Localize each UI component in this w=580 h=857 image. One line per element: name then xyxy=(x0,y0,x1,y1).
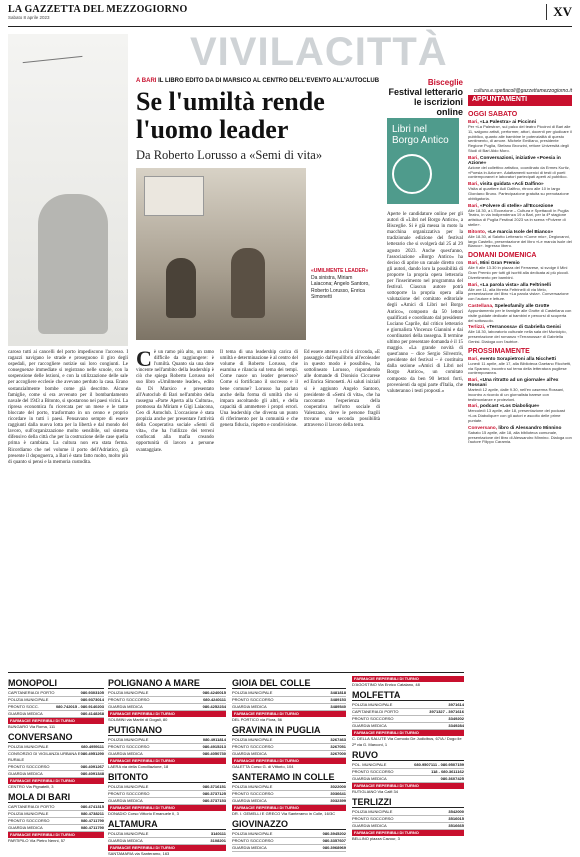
service-name: GUARDIA MEDICA xyxy=(352,723,387,728)
service-name: PRONTO SOCCORSO xyxy=(108,791,150,796)
pharmacy-row xyxy=(8,711,104,718)
kicker-text: IL LIBRO EDITO DA DI MARSICO AL CENTRO DELL'EVENTO ALL'AUTOCLUB xyxy=(158,78,380,84)
service-phone: 3267000 xyxy=(330,751,346,756)
appointment-body: Lunedì 11 aprile, alle 17, alla Biblioteca Gaetano Ricchetti, via Sparano, incontro sul tema della letteratura pugliese contemporanea. xyxy=(468,360,572,376)
service-phone: 3108201 xyxy=(210,838,226,843)
service-phone: 3542000 xyxy=(448,809,464,814)
service-name: PRONTO SOCCORSO xyxy=(232,791,274,796)
service-phone: 080.3607425 xyxy=(440,776,464,781)
service-phone: 3032399 xyxy=(330,798,346,803)
pharmacy-row xyxy=(8,690,104,697)
service-name: POLIZIA MUNICIPALE xyxy=(352,809,393,814)
pharmacy-row xyxy=(8,704,104,711)
festival-logo xyxy=(387,118,459,204)
service-name: PRONTO SOCCORSO xyxy=(232,744,274,749)
service-phone: 080.3737125 xyxy=(202,791,226,796)
service-phone: 3036641 xyxy=(330,791,346,796)
service-phone: 080.9303105 xyxy=(80,690,104,695)
page-header xyxy=(8,4,572,26)
appointment-city: Bari, xyxy=(468,404,480,410)
appointment-title-text: Conversazioni, iniziative «Poesia in Azione» xyxy=(468,155,561,166)
appointment-city: Bari, xyxy=(468,261,480,267)
service-name: PRONTO SOCCORSO xyxy=(352,816,394,821)
article-subhead: Da Roberto Lorusso a «Semi di vita» xyxy=(136,148,323,162)
pharmacy-row xyxy=(352,709,464,716)
on-duty-pharmacy-address: CENTRO Via Pignatelli, 3 xyxy=(8,784,54,789)
pharmacy-city: PUTIGNANO xyxy=(108,725,226,736)
service-phone: 080.4050730 xyxy=(202,751,226,756)
drop-cap: C xyxy=(136,346,152,371)
appointment-title-text: podcast «Los Diabolique» xyxy=(480,404,540,410)
service-name: GUARDIA MEDICA xyxy=(352,776,387,781)
service-name: GUARDIA MEDICA xyxy=(108,838,143,843)
service-phone: 080.4252234 xyxy=(202,704,226,709)
pharmacy-row xyxy=(352,723,464,730)
pharmacy-row xyxy=(232,831,346,838)
service-phone: 080.4738211 xyxy=(80,811,104,816)
appointment-city: Castellana, xyxy=(468,303,495,309)
appointment-city: Bari, xyxy=(468,120,480,125)
pharmacy-row xyxy=(8,771,104,778)
on-duty-pharmacies-label: FARMACIE REPERIBILI DI TURNO xyxy=(232,711,346,717)
article-headline: Se l'umiltà rende l'uomo leader xyxy=(136,87,325,144)
on-duty-pharmacies-label: FARMACIE REPERIBILI DI TURNO xyxy=(352,830,464,836)
article-column-2 xyxy=(136,346,214,668)
pharmacy-row xyxy=(232,737,346,744)
appointment-title-text: Mini Gran Premio xyxy=(480,261,520,267)
appointment-title-text: «Polvere di stelle» all'Eccezione xyxy=(480,203,554,209)
pharmacy-row xyxy=(8,811,104,818)
photo-person xyxy=(166,258,196,318)
service-phone: 080.742015 - 080.9140203 xyxy=(55,704,104,709)
pharmacy-column xyxy=(232,676,346,850)
appointment-city: Conversano, xyxy=(468,425,499,431)
service-name: POLIZIA MUNICIPALE xyxy=(8,811,49,816)
pharmacy-row xyxy=(108,744,226,751)
service-name: POLIZIA MUNICIPALE xyxy=(8,744,49,749)
pharmacy-row xyxy=(8,825,104,832)
pharmacy-column xyxy=(352,676,464,841)
service-name: GUARDIA MEDICA xyxy=(232,845,267,850)
service-phone: 3267463 xyxy=(330,737,346,742)
service-phone: 080.4240015 xyxy=(202,690,226,695)
header-rule xyxy=(8,26,572,27)
pharmacy-row xyxy=(8,697,104,704)
service-phone: 3971327 - 3971616 xyxy=(429,709,464,714)
pharmacy-row xyxy=(232,798,346,805)
service-name: PRONTO SOCCORSO xyxy=(352,769,394,774)
service-phone: 080.4148268 xyxy=(80,711,104,716)
service-phone: 3022000 xyxy=(330,784,346,789)
appointment-body: Visita al quartiere Acli Dalfino, ritrovo alle 10 in largo Giordano Bruno. Partecipazione gratuita su prenotazione obbligatoria. xyxy=(468,186,569,201)
service-name: GUARDIA MEDICA xyxy=(232,704,267,709)
service-phone: 3971614 xyxy=(448,702,464,707)
service-name: POLIZIA MUNICIPALE xyxy=(232,690,273,695)
service-phone: 080.4951290 xyxy=(80,751,104,756)
pharmacy-row xyxy=(232,690,346,697)
service-name: GUARDIA MEDICA xyxy=(108,751,143,756)
appointment-title-text: evento Sorapietroni alla Nicchetti xyxy=(480,356,556,362)
service-name: GUARDIA MEDICA xyxy=(8,711,43,716)
on-duty-pharmacy-address: DEL PORTICO via Flora, 56 xyxy=(232,717,283,722)
on-duty-pharmacy-address: DONADIO Corso Vittorio Emanuele II, 3 xyxy=(108,811,179,816)
on-duty-pharmacy-address: DR. I. GEMELLI E GRECO Via Santeramo in Colle, 16/3C xyxy=(232,811,336,816)
issue-date: Sabato 8 aprile 2023 xyxy=(8,15,50,20)
service-name: PRONTO SOCCORSO xyxy=(8,818,50,823)
service-name: POL. MUNICIPALE xyxy=(352,762,387,767)
archive-photo xyxy=(8,34,128,346)
on-duty-pharmacies-label: FARMACIE REPERIBILI DI TURNO xyxy=(352,730,464,736)
appointment-city: Bari, xyxy=(468,378,480,384)
on-duty-pharmacies-label: FARMACIE REPERIBILI DI TURNO xyxy=(352,783,464,789)
appointment-body: Alle ore 11, alla libreria Feltrinelli di via Melo, presentazione del libro «La parola vista». Conversazione con l'autore e letture. xyxy=(468,286,569,302)
on-duty-pharmacy-address: C. DELLA SALUTE Via Comodo De Judicibus, 67/A / Dogo ile 2ª via G. Marconi, 1 xyxy=(352,736,462,747)
on-duty-pharmacies-label: FARMACIE REPERIBILI DI TURNO xyxy=(352,676,464,682)
service-phone: 3516015 xyxy=(448,816,464,821)
on-duty-pharmacy-address: PARTIPILO Via Pietro Nenni, 57 xyxy=(8,838,66,843)
on-duty-pharmacy-address: LAERA via della Conciliazione, 18 xyxy=(108,764,169,769)
pharmacy-row xyxy=(8,764,104,771)
appointment-title-text: visita guidata «Acli Dalfino» xyxy=(480,182,544,188)
appointment-title-text: libro di Alessandro Minnino xyxy=(498,425,562,431)
service-name: GUARDIA MEDICA xyxy=(108,798,143,803)
pharmacy-city: ALTAMURA xyxy=(108,819,226,830)
on-duty-pharmacies-label: FARMACIE REPERIBILI DI TURNO xyxy=(108,845,226,851)
contact-email[interactable]: cultura.e.spettacoli@gazzettamezzogiorno.it xyxy=(473,88,572,94)
pharmacy-row xyxy=(108,784,226,791)
pharmacy-row xyxy=(352,823,464,830)
caption-text: Da sinistra, Miriam Laiacona; Angelo Santoro, Roberto Lorusso, Enrica Simonetti xyxy=(311,274,370,300)
service-name: PRONTO SOCCORSO xyxy=(108,744,150,749)
pharmacy-row xyxy=(108,697,226,704)
appointment-city: Bari, xyxy=(468,155,480,161)
appointment-city: Terlizzi, xyxy=(468,325,487,331)
service-name: GUARDIA MEDICA xyxy=(8,825,43,830)
appointment-title-text: «La Palestra» ai Piccinni xyxy=(480,120,536,125)
pharmacy-rule xyxy=(8,672,464,673)
pharmacy-city: GIOIA DEL COLLE xyxy=(232,678,346,689)
pharmacy-city: MONOPOLI xyxy=(8,678,104,689)
pharmacy-row xyxy=(108,798,226,805)
article-column-4: Ed essere attento a chi ti circonda, «E passaggio dall'equilibrio all'ecoleader in questo modo è possibile», ha sottolineato Lorusso, rispondendo alle domande di Dionisio Ciccarese ed Enrica Simonetti. Ai saluti iniziali si è aggiunto Angelo Santoro, presidente di «Semi di vita», che ha raccontato l'esperienza della cooperativa nell'orto sociale di Valenzano, dove le persone fragili trovano una seconda possibilità attraverso il lavoro della terra. xyxy=(304,350,380,429)
sidebar-story-header xyxy=(385,78,463,117)
event-photo xyxy=(136,168,306,340)
on-duty-pharmacies-label: FARMACIE REPERIBILI DI TURNO xyxy=(8,778,104,784)
pharmacy-column xyxy=(8,676,104,843)
service-phone: 080.4240111 xyxy=(203,697,226,702)
pharmacy-city: GIOVINAZZO xyxy=(232,819,346,830)
photo-figure xyxy=(38,194,108,334)
pharmacy-row xyxy=(232,704,346,711)
photo-caption xyxy=(311,268,371,301)
pharmacy-row xyxy=(108,791,226,798)
on-duty-pharmacies-label: FARMACIE REPERIBILI DI TURNO xyxy=(8,832,104,838)
article-column-2-text: è un ramo più alto, un ramo difficile da raggiungere: è l'umiltà. Quanto sia una dote vincente nell'ambito della leadership è ciò che spiega Roberto Lorusso nel suo libro «Umilmente leader», edito da Di Marsico e presentato all'Autoclub di Bari nell'ambito della rassegna «Parte Aperta alla Cultura», promossa da Miriam e Gigi Laiacona, Ceo di Autoclub. L'occasione è stata propizia anche per presentare l'attività della Cooperativa sociale «Semi di vita», che ha l'utilizzo dei terreni confiscati alla mafia creando opportunità di lavoro a persone svantaggiate. xyxy=(136,350,214,453)
pharmacy-row xyxy=(352,769,464,776)
pharmacy-row xyxy=(232,784,346,791)
pharmacy-row xyxy=(8,744,104,751)
appointment-city: Bari, xyxy=(468,182,480,188)
appointment-title-text: «La parola vista» alla Feltrinelli xyxy=(480,282,551,288)
service-phone: 080.9507111 - 080.9507159 xyxy=(414,762,464,767)
service-phone: 080.4915213 xyxy=(202,744,226,749)
pharmacy-row xyxy=(352,809,464,816)
pharmacy-row xyxy=(108,737,226,744)
appointment-title-text: Speleofamily alle Grotte xyxy=(494,303,550,309)
service-phone: 080.4911814 xyxy=(202,737,226,742)
pharmacy-row xyxy=(108,751,226,758)
service-name: PRONTO SOCC. xyxy=(8,704,39,709)
pharmacy-row xyxy=(232,744,346,751)
service-name: PRONTO SOCCORSO xyxy=(232,838,274,843)
pharmacy-city: TERLIZZI xyxy=(352,797,464,808)
service-name: POLIZIA MUNICIPALE xyxy=(108,831,149,836)
service-phone: 080.4741315 xyxy=(80,804,104,809)
service-phone: 3140111 xyxy=(210,831,226,836)
appointment-city: Bari, xyxy=(468,203,480,209)
appointment-body: Azione del collettivo artistico, coordinato da Ermes Kurtiz, «Poesia in Azione». Adattamenti scenici di testi di poeti contemporanei e laboratori partecipati aperti al pubblico. xyxy=(468,164,570,180)
appointment-body: Alle 18.30, a L'Eccezione – Cultura e Spettacoli in Puglia Teatro, in via Indipendenza 19 a Bari, per la 4ª stagione artistica di Puglia Festival 2023 va in scena «Polvere di stelle». xyxy=(468,207,569,227)
service-name: CAPITANERIA DI PORTO xyxy=(8,690,55,695)
appointment-body: Mercoledì 13 aprile, alle 18, presentazione del podcast «Los Diabolique» con gli autori e ascolto delle prime puntate. xyxy=(468,408,565,424)
page-number: XV xyxy=(546,4,572,20)
article-column-1: caroso tutti ai cancelli del porto impediscono l'accesso. I ragazzi navigano le strade e proseguono il giro degli ospedali, per raccogliere notizie sui loro congiunti. Le conseguenze immediate si registrano nelle scuole, con la sospensione delle lezioni, e con la utilizzazione delle sale per accogliere ecclesie che avevano perduto la casa. Erano sostanzialmente bombe come già descritte. Alcune famiglie, come si era avvenuto per il bombardamento navale del 1943 a Bitonto, si spostarono nei paesi vicini. La ripresa economica fu ricercata per un mese e le tante bloccate del porto, trasformato in un cenno e proprio ricordare in tutti i paesi. Pensavano sempre di essere raggiunti dalla nuova lotta per la libertà e dal mondo del lavoro, sull'organizzazione molto sensibile, sul sistema difensivo della città che per la costruzione delle case quella prima è cambiata. La cultura non era stata ferma. Ricordiamo che nel volume il porto dell'Adriatico, già presente il dopoguerra, a Bari è stato fatto molto, molto più di quanto si pensi e la memoria custodita. xyxy=(8,350,128,465)
service-name: POLIZIA MUNICIPALE xyxy=(232,831,273,836)
service-phone: 3489540 xyxy=(330,704,346,709)
appuntamenti-title: APPUNTAMENTI xyxy=(468,95,572,106)
sidebar-location: Bisceglie xyxy=(427,78,463,87)
pharmacy-row xyxy=(232,838,346,845)
appointment-title-text: «Una ritratto ad un giornale» all'ex Rossani xyxy=(468,378,559,389)
article-kicker xyxy=(136,78,379,84)
service-phone: 080.9373014 xyxy=(80,697,104,702)
on-duty-pharmacies-label: FARMACIE REPERIBILI DI TURNO xyxy=(108,805,226,811)
service-name: POLIZIA MUNICIPALE xyxy=(352,702,393,707)
pharmacy-column xyxy=(108,676,226,856)
service-name: PRONTO SOCCORSO xyxy=(8,764,50,769)
pharmacy-row xyxy=(352,776,464,783)
appointment-body: Alle 18.30, al Salotto Letterario «Come mio», Degiovanni, largo Castello, presentazione del libro «Le marcia Isole del Bianco». Ingresso libero. xyxy=(468,233,572,249)
on-duty-pharmacy-address: SANTAMARIA via Santeramo, 163 xyxy=(108,851,170,856)
pharmacy-row xyxy=(352,762,464,769)
pharmacy-city: CONVERSANO xyxy=(8,732,104,743)
on-duty-pharmacies-label: FARMACIE REPERIBILI DI TURNO xyxy=(108,758,226,764)
service-name: GUARDIA MEDICA xyxy=(8,771,43,776)
pharmacy-row xyxy=(8,818,104,825)
pharmacy-city: SANTERAMO IN COLLE xyxy=(232,772,346,783)
service-phone: 3516665 xyxy=(448,823,464,828)
pharmacy-row xyxy=(232,697,346,704)
service-name: GUARDIA MEDICA xyxy=(232,751,267,756)
on-duty-pharmacies-label: FARMACIE REPERIBILI DI TURNO xyxy=(8,718,104,724)
photo-handwriting xyxy=(22,45,83,63)
appointments-section-title: OGGI SABATO xyxy=(468,111,518,118)
photo-person xyxy=(231,248,265,318)
service-phone: 080.3945202 xyxy=(322,831,346,836)
service-name: GUARDIA MEDICA xyxy=(352,823,387,828)
festival-logo-mark xyxy=(392,154,432,194)
sidebar-title: Festival letterario le iscrizioni online xyxy=(388,87,463,117)
service-phone: 3267051 xyxy=(330,744,346,749)
pharmacy-row xyxy=(108,690,226,697)
on-duty-pharmacy-address: D'AGOSTINO Via Enrico Catalano, 48 xyxy=(352,682,420,687)
appointments-list xyxy=(468,108,572,820)
appointment-body: Sabato 15 aprile, alle 18, alla biblioteca comunale, presentazione del libro di Alessandro Minnino. Dialoga con l'autore Filippo Caramia. xyxy=(468,429,572,445)
sidebar-story-body: Aperte le candidature online per gli autori di «Libri nel Borgo Antico», a Bisceglie. Si è già messa in moto la macchina organizzativa per la tradizionale edizione del festival letterario che si svolgerà dal 25 al 29 agosto 2023. Anche quest'anno, l'associazione «Borgo Antico» ha deciso di aprire un canale diretto con gli autori, dando loro la possibilità di proporre la propria opera letteraria per l'inserimento nel programma del festival. Ciascun autore potrà sottoporre la propria opera alla valutazione del comitato editoriale degli «Amici di Libri nel Borgo Antico», composto da 50 lettori qualificati e coordinato dal presidente Luciano Caprile, dal critico letterario e giornalista Vincenzo Giannini e dai coordinatori della rassegna. Il termine ultimo per presentare domanda è il 15 maggio. «La grande novità di quest'anno – dice Sergio Silvestris, presidente del festival – è costituita dalla sezione «Amici di Libri nel Borgo Antico», un comitato composto da ben 90 lettori forti, provenienti da ogni parte d'Italia, che valuteranno i testi proposti.» xyxy=(387,212,463,394)
pharmacy-row xyxy=(352,816,464,823)
article-column-3: Il tema di una leadership carica di umiltà e determinazione è al centro del volume di Roberto Lorusso, che esamina e rilancia sul tema dei tempi. Come nasce un leader generoso? Come si fortificano il successo e il bene comune? Lorusso ha parlato anche della forma di umiltà che si impara ascoltando gli altri, e della capacità di ammettere i propri errori. Una leadership che diventa un punto di riferimento per la comunità e che genera fiducia, rispetto e condivisione. xyxy=(220,350,298,429)
service-phone: 080.3968969 xyxy=(322,845,346,850)
on-duty-pharmacy-address: GALETTA Corso G. di Vittorio, 104 xyxy=(232,764,294,769)
service-name: GUARDIA MEDICA xyxy=(232,798,267,803)
appointment-city: Bari, xyxy=(468,282,480,288)
kicker-location: A BARI xyxy=(136,78,157,84)
pharmacy-city: RUVO xyxy=(352,750,464,761)
appointment-title-text: «Le marcia Isole del Bianco» xyxy=(487,229,554,235)
service-name: POLIZIA MUNICIPALE xyxy=(108,737,149,742)
pharmacy-row xyxy=(232,845,346,852)
pharmacy-city: GRAVINA IN PUGLIA xyxy=(232,725,346,736)
appointment-body: Alle 18.30, laboratorio culturale nella sala del Municipio, presentazione del romanzo «Terranossa» di Gabriella Genisi. Dialoga con l'autrice. xyxy=(468,329,567,344)
appointment-body: Appuntamento per le famiglie alle Grotte di Castellana con visite guidate dedicate ai bambini e percorsi di scoperta del sottosuolo. xyxy=(468,307,572,323)
service-name: PRONTO SOCCORSO xyxy=(352,716,394,721)
appointment-body: Per «La Palestra», sul palco del teatro Piccinni di Bari alle 11, salgono artisti, performer, attori, docenti per giudicare il pubblico, quanto alle bambine le potenzialità di questo sentimento, di amore. Michele Emiliano, presidente Regione Puglia, Stefano Bronzini, rettore Università degli Studi di Bari Aldo Moro. xyxy=(468,124,572,153)
service-phone: 3349202 xyxy=(448,716,464,721)
appointment-city: Bari, xyxy=(468,356,480,362)
pharmacy-row xyxy=(232,751,346,758)
pharmacy-city: BITONTO xyxy=(108,772,226,783)
section-title: VIVILACITTÀ xyxy=(190,30,448,74)
on-duty-pharmacies-label: FARMACIE REPERIBILI DI TURNO xyxy=(108,711,226,717)
service-phone: 080.4959111 xyxy=(81,744,104,749)
service-phone: 080.4711790 xyxy=(80,818,104,823)
service-name: PRONTO SOCCORSO xyxy=(232,697,274,702)
service-phone: 080.4091348 xyxy=(80,771,104,776)
service-name: POLIZIA MUNICIPALE xyxy=(232,784,273,789)
pharmacy-row xyxy=(8,804,104,811)
on-duty-pharmacy-address: SOLIMINI via Martiri di Dogali, 80 xyxy=(108,717,168,722)
festival-logo-text: Libri nel Borgo Antico xyxy=(392,124,449,146)
service-name: POLIZIA MUNICIPALE xyxy=(232,737,273,742)
on-duty-pharmacy-address: BELLINO piazza Cavour, 3 xyxy=(352,836,400,841)
service-phone: 3489153 xyxy=(330,697,346,702)
service-name: CONSORZIO DI VIGILANZA URBANA E RURALE xyxy=(8,751,81,762)
service-phone: 118 - 080.3611162 xyxy=(431,769,464,774)
pharmacy-row xyxy=(352,716,464,723)
service-name: POLIZIA MUNICIPALE xyxy=(8,697,49,702)
appointment-title-text: «Terranossa» di Gabriella Genisi xyxy=(486,325,561,331)
service-phone: 3349284 xyxy=(448,723,464,728)
on-duty-pharmacy-address: BUNGARO Via Roma, 111 xyxy=(8,724,56,729)
appointment-body: Martedì 12 aprile, dalle 9.30, nell'ex caserma Rossani, incontro a ricordo di un giornalista barese con testimonianze e proiezioni. xyxy=(468,387,565,402)
photo-projector-screen xyxy=(144,176,204,216)
appointment-body: Alle 9 alle 13.30 in piazza del Ferrarese, si svolge il Mini Gran Premio per tutti gli iscritti alla dedicata ai più piccoli. Divertimento per bambini. xyxy=(468,265,570,280)
service-name: PRONTO SOCCORSO xyxy=(108,697,150,702)
service-name: CAPITANERIA DI PORTO xyxy=(8,804,55,809)
pharmacy-row xyxy=(108,831,226,838)
service-name: POLIZIA MUNICIPALE xyxy=(108,690,149,695)
pharmacy-city: POLIGNANO A MARE xyxy=(108,678,226,689)
pharmacy-city: MOLFETTA xyxy=(352,690,464,701)
on-duty-pharmacies-label: FARMACIE REPERIBILI DI TURNO xyxy=(232,805,346,811)
pharmacy-row xyxy=(8,751,104,764)
pharmacy-row xyxy=(108,704,226,711)
masthead: LA GAZZETTA DEL MEZZOGIORNO xyxy=(8,4,188,15)
pharmacy-city: MOLA DI BARI xyxy=(8,792,104,803)
caption-title: «UMILMENTE LEADER» xyxy=(311,268,369,274)
appointments-section-title: PROSSIMAMENTE xyxy=(468,347,530,355)
pharmacy-row xyxy=(232,791,346,798)
on-duty-pharmacies-label: FARMACIE REPERIBILI DI TURNO xyxy=(232,758,346,764)
service-phone: 080.4091267 xyxy=(80,764,104,769)
service-phone: 3481818 xyxy=(330,690,346,695)
service-phone: 080.4711790 xyxy=(80,825,104,830)
service-name: GUARDIA MEDICA xyxy=(108,704,143,709)
pharmacy-row xyxy=(108,838,226,845)
service-name: POLIZIA MUNICIPALE xyxy=(108,784,149,789)
service-name: CAPITANERIA DI PORTO xyxy=(352,709,399,714)
pharmacy-row xyxy=(352,702,464,709)
service-phone: 080.3716151 xyxy=(202,784,226,789)
service-phone: 080.3737153 xyxy=(202,798,226,803)
service-phone: 080.3357607 xyxy=(322,838,346,843)
on-duty-pharmacy-address: RUTIGLIANO Via Calfi 34 xyxy=(352,789,398,794)
appointments-section-title: DOMANI DOMENICA xyxy=(468,252,537,260)
appointment-city: Bitonto, xyxy=(468,229,488,235)
